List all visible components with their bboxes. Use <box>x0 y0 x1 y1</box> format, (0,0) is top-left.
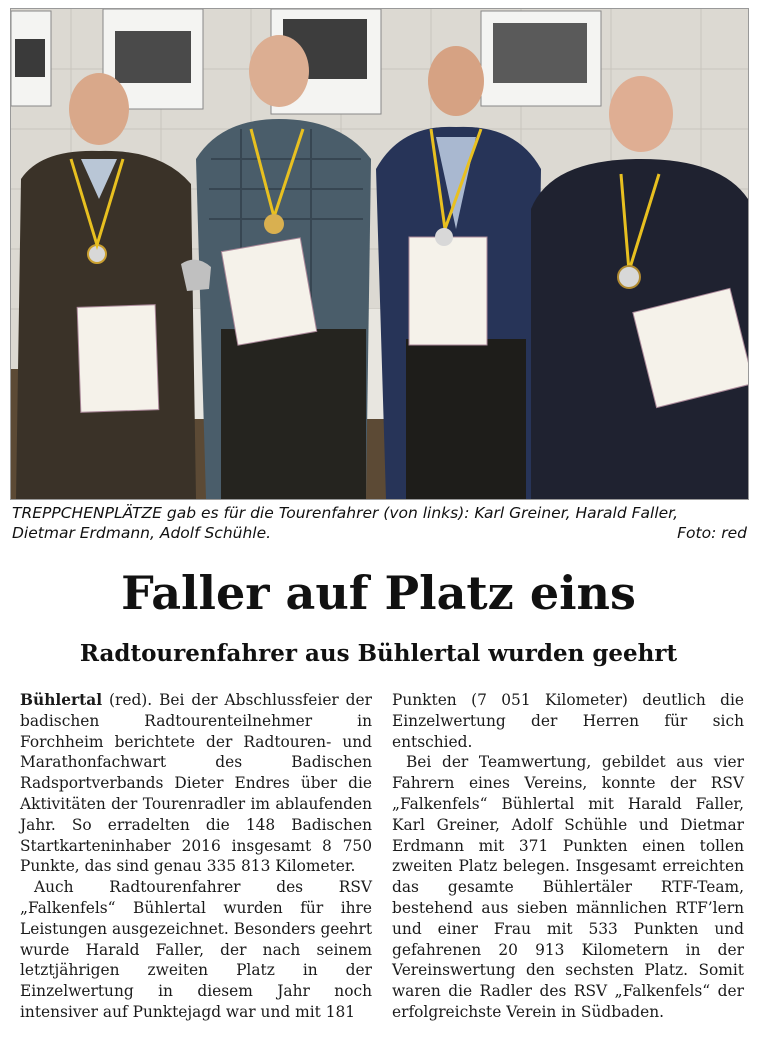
headline: Faller auf Platz eins <box>121 566 636 620</box>
article-column-left <box>20 690 372 1023</box>
paragraph <box>20 690 372 877</box>
paragraph: Bei der Teamwertung, gebildet aus vier Fahrern eines Vereins, konnte der RSV „Falkenfels“ Bühlertal mit Harald Faller, Karl Greiner, Adolf Schühle und Dietmar Erdmann mit 371 Punkten einen tollen zweiten Platz belegen. Insgesamt erreichten das gesamte Bühlertäler RTF-Team, bestehend aus sieben männlichen RTF’lern und einer Frau mit 533 Punkten und gefahrenen 20 913 Kilometern in der Vereinswertung den sechsten Platz. Somit waren die Radler des RSV „Falkenfels“ der erfolgreichste Verein in Südbaden. <box>392 753 744 1021</box>
caption-text-2: Dietmar Erdmann, Adolf Schühle. <box>12 524 272 542</box>
photo-caption <box>12 503 747 543</box>
paragraph: Punkten (7 051 Kilometer) deutlich die Einzelwertung der Herren für sich entschied. <box>392 691 744 751</box>
paragraph-text: (red). Bei der Abschlussfeier der badischen Radtourenteilnehmer in Forchheim berichtete der Radtouren- und Marathonfachwart des Badischen Radsportverbands Dieter Endres über die Aktivitäten der Tourenradler im ablaufenden Jahr. So erradelten die 148 Badischen Startkarteninhaber 2016 insgesamt 8 750 Punkte, das sind genau 335 813 Kilometer. <box>20 691 372 876</box>
caption-line-1 <box>12 503 747 523</box>
caption-lead: TREPPCHENPLÄTZE <box>12 504 162 522</box>
photo-credit: Foto: red <box>677 524 747 542</box>
subheadline: Radtourenfahrer aus Bühlertal wurden geehrt <box>79 640 678 667</box>
group-photo-icon <box>11 9 748 499</box>
paragraph: Auch Radtourenfahrer des RSV „Falkenfels“ Bühlertal wurden für ihre Leistungen ausgezeichnet. Besonders geehrt wurde Harald Faller, der nach seinem letztjährigen zweiten Platz in der Einzelwertung in diesem Jahr noch intensiver auf Punktejagd war und mit 181 <box>20 878 372 1021</box>
news-photo <box>10 8 749 500</box>
article-column-right <box>392 690 744 1023</box>
dateline: Bühlertal <box>20 691 103 709</box>
caption-line-2 <box>12 523 747 543</box>
caption-text-1: gab es für die Tourenfahrer (von links): Karl Greiner, Harald Faller, <box>161 504 679 522</box>
